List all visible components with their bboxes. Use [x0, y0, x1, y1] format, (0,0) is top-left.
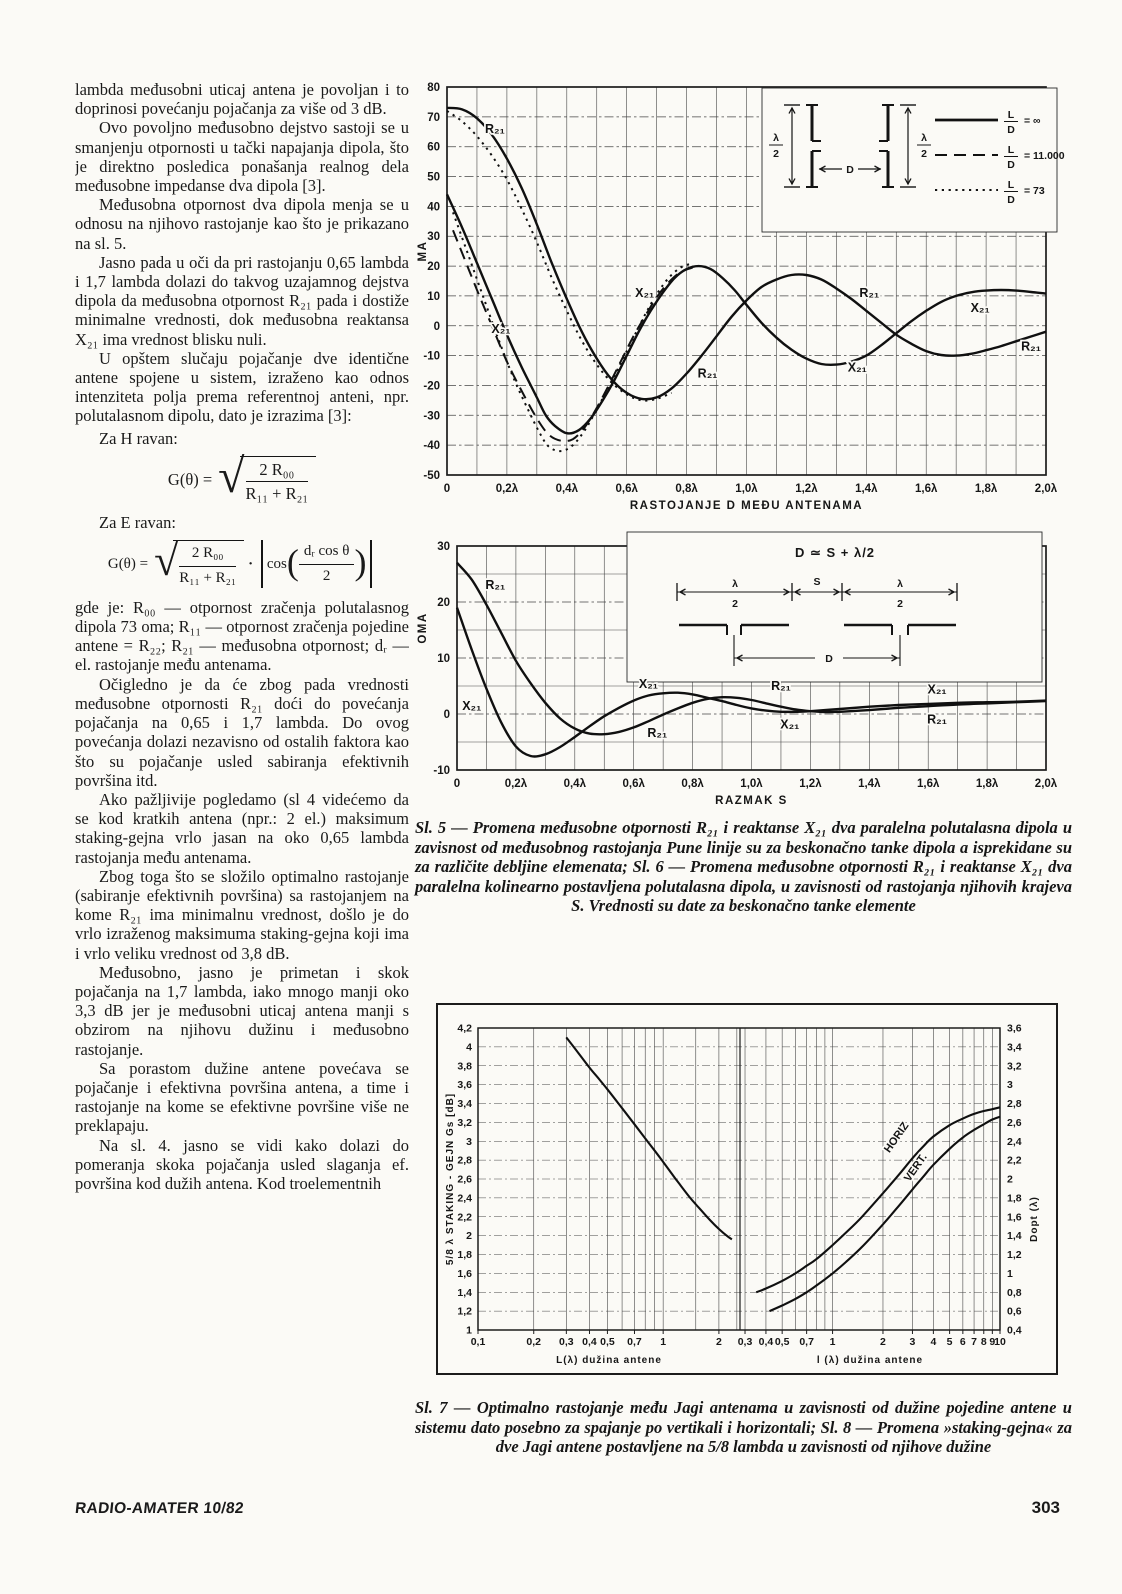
- svg-text:50: 50: [427, 171, 440, 184]
- svg-text:2,0λ: 2,0λ: [1034, 778, 1058, 790]
- svg-text:1: 1: [660, 1336, 667, 1348]
- svg-text:1: 1: [1007, 1267, 1013, 1280]
- svg-text:2,4: 2,4: [457, 1192, 472, 1205]
- body-paragraph: Na sl. 4. jasno se vidi kako dolazi do pomeranja skoka pojačanja usled slaganja ef. površina kod dužih antena. Kod troelementnih: [75, 1135, 409, 1193]
- fraction-numerator: dᵣ cos θ: [299, 542, 355, 564]
- formula-lhs: G(θ) =: [167, 469, 213, 489]
- svg-text:20: 20: [437, 597, 450, 609]
- svg-text:RAZMAK S: RAZMAK S: [715, 795, 788, 807]
- svg-text:0: 0: [453, 778, 461, 790]
- svg-text:= 73: = 73: [1024, 185, 1045, 197]
- svg-text:2,2: 2,2: [457, 1211, 472, 1224]
- svg-text:0,7: 0,7: [799, 1336, 814, 1348]
- svg-text:3,8: 3,8: [457, 1060, 472, 1073]
- svg-text:7: 7: [971, 1336, 977, 1348]
- svg-text:1,6λ: 1,6λ: [917, 778, 940, 790]
- svg-text:λ: λ: [921, 132, 927, 144]
- svg-text:30: 30: [437, 541, 450, 553]
- svg-text:X₂₁: X₂₁: [638, 676, 658, 691]
- body-paragraph: Ako pažljivije pogledamo (sl 4 videćemo da se kod kratkih antena (npr.: 2 el.) maksimum staking-gejna vrlo jasan na oko 0,65 lambda rastojanja među antenama.: [75, 789, 409, 867]
- svg-text:3,4: 3,4: [1007, 1041, 1022, 1054]
- multiplication-dot: ·: [248, 555, 254, 572]
- svg-text:0,4λ: 0,4λ: [563, 778, 586, 790]
- svg-text:2,6: 2,6: [1007, 1116, 1022, 1129]
- chart-stacking-gain-and-optimal-spacing: [415, 998, 1065, 1388]
- svg-text:6: 6: [959, 1336, 966, 1348]
- body-paragraph: Međusobna otpornost dva dipola menja se u odnosu na njihovo rastojanje kao što je prikazano na sl. 5.: [75, 195, 409, 253]
- svg-text:0,4: 0,4: [758, 1336, 774, 1348]
- svg-text:4: 4: [466, 1041, 472, 1054]
- svg-text:0,4: 0,4: [582, 1336, 597, 1348]
- svg-text:10: 10: [994, 1336, 1006, 1348]
- chart-mutual-impedance-collinear-dipoles: [415, 530, 1065, 820]
- svg-text:X₂₁: X₂₁: [635, 285, 655, 300]
- svg-text:0,1: 0,1: [470, 1336, 486, 1348]
- svg-text:L: L: [1007, 179, 1015, 191]
- svg-text:0,3: 0,3: [737, 1336, 753, 1348]
- curve-labels: [882, 1120, 930, 1184]
- svg-text:1,4: 1,4: [457, 1286, 472, 1299]
- svg-text:VERT.: VERT.: [901, 1151, 930, 1185]
- close-paren: ): [354, 542, 367, 583]
- body-paragraph: gde je: R₀₀ — otpornost zračenja polutalasnog dipola 73 oma; R₁₁ — otpornost zračenja pojedine antene = R₂₂; R₂₁ — međusobna otpornost; dᵣ — el. rastojanje među antenama.: [75, 597, 409, 675]
- svg-text:λ: λ: [773, 132, 779, 144]
- svg-text:L(λ) dužina antene: L(λ) dužina antene: [556, 1355, 662, 1366]
- formula-h-plane: [75, 449, 409, 504]
- svg-text:2: 2: [715, 1336, 722, 1348]
- fraction-numerator: 2 R₀₀: [246, 460, 309, 482]
- svg-text:9: 9: [989, 1336, 996, 1348]
- svg-text:0: 0: [433, 320, 440, 333]
- svg-text:0,2λ: 0,2λ: [504, 778, 528, 790]
- radicand: [240, 456, 317, 503]
- svg-text:-10: -10: [433, 765, 450, 777]
- svg-text:D: D: [1007, 124, 1015, 136]
- body-paragraph: Međusobno, jasno je primetan i skok pojačanja na 1,7 lambda, iako mnogo manji oko 3,3 dB jer je međusobni uticaj antena manji s obzirom na njihovu dužinu i međusobno rastojanje.: [75, 962, 409, 1059]
- svg-text:10: 10: [427, 290, 440, 303]
- svg-text:OMA: OMA: [417, 612, 429, 644]
- svg-text:D: D: [825, 653, 833, 665]
- svg-text:0,6λ: 0,6λ: [615, 483, 638, 495]
- svg-text:λ: λ: [897, 578, 903, 590]
- svg-text:S: S: [813, 576, 821, 588]
- svg-text:2,4: 2,4: [1007, 1135, 1022, 1148]
- svg-text:L: L: [1007, 109, 1015, 121]
- svg-text:0,5: 0,5: [774, 1336, 790, 1348]
- svg-text:3,4: 3,4: [457, 1098, 472, 1110]
- formula-lhs: G(θ) =: [107, 555, 149, 572]
- svg-text:10: 10: [437, 653, 450, 665]
- svg-text:1,4: 1,4: [1007, 1230, 1022, 1243]
- svg-text:L: L: [1007, 144, 1015, 156]
- svg-text:1,8: 1,8: [1007, 1192, 1022, 1205]
- svg-text:0,8λ: 0,8λ: [675, 483, 698, 495]
- svg-text:2: 2: [466, 1230, 472, 1243]
- svg-text:3,2: 3,2: [457, 1116, 472, 1129]
- svg-text:D: D: [1007, 159, 1015, 171]
- svg-text:X₂₁: X₂₁: [927, 682, 947, 697]
- svg-text:1,4λ: 1,4λ: [858, 778, 881, 790]
- svg-text:0,5: 0,5: [600, 1336, 615, 1348]
- page-number: 303: [1031, 1498, 1060, 1517]
- svg-text:-20: -20: [423, 380, 440, 393]
- svg-text:1,0λ: 1,0λ: [735, 483, 758, 495]
- svg-text:3,6: 3,6: [457, 1079, 472, 1092]
- svg-text:1,8λ: 1,8λ: [975, 778, 999, 790]
- svg-text:1,4λ: 1,4λ: [855, 483, 878, 495]
- fraction-denominator: R₁₁ + R₂₁: [179, 569, 237, 586]
- svg-text:X₂₁: X₂₁: [780, 717, 800, 732]
- magazine-issue-label: RADIO-AMATER 10/82: [74, 1500, 245, 1517]
- formula-e-plane: [75, 536, 409, 587]
- svg-text:-10: -10: [423, 350, 440, 363]
- svg-text:0,8: 0,8: [1007, 1286, 1022, 1299]
- svg-text:R₂₁: R₂₁: [485, 578, 506, 593]
- svg-text:5/8 λ STAKING - GEJN Gs [dB: 5/8 λ STAKING - GEJN Gs [dB]: [445, 1092, 456, 1266]
- svg-text:R₂₁: R₂₁: [1021, 339, 1041, 354]
- svg-text:= ∞: = ∞: [1024, 115, 1041, 127]
- svg-text:0,2: 0,2: [526, 1336, 542, 1348]
- svg-text:0,6λ: 0,6λ: [622, 778, 645, 790]
- article-text-column: [75, 80, 409, 1488]
- body-paragraph: Očigledno je da će zbog pada vrednosti međusobne otpornosti R₂₁ doći do povećanja pojačanja na 0,65 i 1,7 lambda. Do ovog povećanja dolazi nezavisno od ostalih faktora kao što su pojačanje usled sabiranja efektivnih površina itd.: [75, 674, 409, 790]
- svg-text:1,2λ: 1,2λ: [795, 483, 818, 495]
- svg-text:R₂₁: R₂₁: [485, 121, 505, 136]
- body-paragraph: Jasno pada u oči da pri rastojanju 0,65 lambda i 1,7 lambda dolazi do takvog uzajamnog dejstva dipola da međusobna otpornost R₂₁ pada i dostiže minimalne vrednosti, dok međusobna reaktansa X₂₁ ima vrednost blisku nuli.: [75, 252, 409, 349]
- radical-sign: √: [154, 536, 179, 586]
- svg-text:4: 4: [930, 1336, 937, 1348]
- svg-text:R₂₁: R₂₁: [697, 366, 718, 381]
- svg-text:1,6: 1,6: [1007, 1211, 1022, 1224]
- svg-text:1,2: 1,2: [1007, 1249, 1022, 1261]
- svg-text:Dopt (λ): Dopt (λ): [1029, 1196, 1040, 1242]
- fraction-denominator: R₁₁ + R₂₁: [245, 484, 309, 504]
- svg-text:1,2λ: 1,2λ: [799, 778, 822, 790]
- svg-text:0,3: 0,3: [559, 1336, 574, 1348]
- svg-text:3: 3: [1007, 1079, 1013, 1092]
- fraction-denominator: 2: [322, 567, 331, 584]
- svg-text:-30: -30: [423, 410, 440, 423]
- abs-bar: [370, 540, 372, 587]
- svg-text:3: 3: [466, 1135, 472, 1148]
- svg-text:2,2: 2,2: [1007, 1154, 1022, 1167]
- svg-text:X₂₁: X₂₁: [847, 360, 867, 375]
- svg-text:= 11.000: = 11.000: [1024, 150, 1065, 162]
- fraction-numerator: 2 R₀₀: [179, 544, 236, 566]
- cos-function: cos: [266, 555, 287, 572]
- svg-text:2: 2: [1007, 1173, 1013, 1186]
- open-paren: (: [286, 542, 299, 583]
- svg-text:60: 60: [427, 141, 440, 154]
- svg-text:2: 2: [773, 148, 779, 160]
- svg-text:5: 5: [946, 1336, 953, 1348]
- svg-text:D: D: [1007, 194, 1015, 206]
- body-paragraph: Sa porastom dužine antene povećava se pojačanje i efektivna površina antena, a time i rastojanje na kome se efektivne površine više ne preklapaju.: [75, 1058, 409, 1136]
- caption-fig-5-6: Sl. 5 — Promena međusobne otpornosti R₂₁ i reaktanse X₂₁ dva paralelna polutalasna dipola u zavisnost od međusobnog rastojanja Pune linije su za beskonačno tanke dipola a isprekidane su za različite debljine elemenata; Sl. 6 — Promena međusobne otpornosti R₂₁ i reaktanse X₂₁ dva paralelna kolinearno postavljena polutalasna dipola, u zavisnosti od rastojanja njihovih krajeva S. Vrednosti su date za beskonačno tanke elemente: [415, 818, 1072, 915]
- svg-text:0,2λ: 0,2λ: [495, 483, 519, 495]
- svg-text:0,4: 0,4: [1007, 1324, 1022, 1337]
- e-plane-heading: Za E ravan:: [99, 513, 176, 533]
- svg-text:D: D: [846, 164, 854, 176]
- chart-mutual-impedance-parallel-dipoles: [415, 75, 1065, 520]
- svg-text:80: 80: [427, 82, 440, 94]
- svg-text:2,6: 2,6: [457, 1173, 472, 1186]
- svg-text:2,8: 2,8: [457, 1154, 472, 1167]
- svg-text:R₂₁: R₂₁: [647, 726, 668, 741]
- svg-text:R₂₁: R₂₁: [859, 285, 880, 300]
- svg-text:70: 70: [427, 111, 440, 124]
- svg-text:2: 2: [880, 1336, 886, 1348]
- svg-text:0,6: 0,6: [1007, 1305, 1022, 1318]
- svg-text:λ: λ: [732, 578, 738, 590]
- svg-text:2: 2: [897, 598, 903, 610]
- svg-text:1,0λ: 1,0λ: [740, 778, 763, 790]
- radical-sign: √: [218, 449, 245, 503]
- svg-text:R₂₁: R₂₁: [927, 712, 947, 727]
- svg-text:4,2: 4,2: [457, 1022, 472, 1035]
- svg-text:1,8λ: 1,8λ: [974, 483, 998, 495]
- svg-text:2: 2: [732, 598, 738, 610]
- abs-bar: [261, 540, 263, 587]
- h-plane-heading: Za H ravan:: [99, 428, 178, 448]
- body-paragraph: lambda međusobni uticaj antena je povoljan i to doprinosi povećanju pojačanja za više od 3 dB.: [75, 80, 409, 119]
- svg-text:X₂₁: X₂₁: [491, 321, 511, 336]
- svg-text:0: 0: [443, 709, 450, 721]
- body-paragraph: Zbog toga što se složilo optimalno rastojanje (sabiranje efektivnih površina) sa rastojanjem na kome R₂₁ ima minimalnu vrednost, došlo je do vrlo izraženog maksimuma staking-gejna koji ima i vrlo veliku vrednost od 3,8 dB.: [75, 866, 409, 963]
- svg-text:D ≃ S + λ/2: D ≃ S + λ/2: [794, 545, 876, 560]
- body-paragraph: U opštem slučaju pojačanje dve identične antene spojene u sistem, izraženo kao odnos intenziteta polja prema referentnoj anteni, npr. polutalasnom dipolu, dato je izrazima [3]:: [75, 348, 409, 426]
- svg-text:0,4λ: 0,4λ: [555, 483, 578, 495]
- svg-text:1,8: 1,8: [457, 1249, 472, 1261]
- svg-text:RASTOJANJE D MEĐU ANTENAMA: RASTOJANJE D MEĐU ANTENAMA: [629, 500, 864, 512]
- svg-text:X₂₁: X₂₁: [970, 300, 990, 315]
- svg-text:HORIZ: HORIZ: [882, 1120, 912, 1156]
- svg-text:2,8: 2,8: [1007, 1098, 1022, 1110]
- svg-text:MA: MA: [417, 240, 429, 262]
- svg-text:20: 20: [427, 261, 440, 274]
- svg-text:l (λ) dužina antene: l (λ) dužina antene: [816, 1355, 924, 1366]
- svg-text:1: 1: [829, 1336, 836, 1348]
- svg-text:1: 1: [466, 1324, 472, 1337]
- svg-text:R₂₁: R₂₁: [771, 679, 791, 693]
- curves: [566, 1037, 1000, 1311]
- axis-ticks: [445, 1023, 1040, 1367]
- svg-text:1,2: 1,2: [457, 1305, 472, 1318]
- svg-text:0: 0: [443, 483, 451, 495]
- svg-text:1,6: 1,6: [457, 1267, 472, 1280]
- caption-fig-7-8: Sl. 7 — Optimalno rastojanje među Jagi antenama u zavisnosti od dužine pojedine antene u sistemu dato posebno za spajanje po vertikali i horizontali; Sl. 8 — Promena »staking-gejna« za dve Jagi antene postavljene na 5/8 lambda u zavisnosti od njihove dužine: [415, 1398, 1072, 1456]
- svg-text:-40: -40: [423, 440, 440, 453]
- body-paragraph: Ovo povoljno međusobno dejstvo sastoji se u smanjenju otpornosti u tački napajanja dipola, što je direktno posledica ponašanja realnog dela međusobne impedanse dva dipola [3].: [75, 118, 409, 196]
- svg-text:2,0λ: 2,0λ: [1034, 483, 1058, 495]
- svg-text:3: 3: [909, 1336, 916, 1348]
- svg-text:0,7: 0,7: [627, 1336, 642, 1348]
- svg-text:X₂₁: X₂₁: [462, 699, 482, 714]
- radicand: [173, 540, 244, 587]
- svg-text:1,6λ: 1,6λ: [915, 483, 938, 495]
- svg-text:40: 40: [427, 201, 440, 214]
- svg-text:2: 2: [921, 148, 927, 160]
- svg-text:30: 30: [427, 231, 440, 244]
- svg-text:-50: -50: [423, 470, 440, 482]
- svg-text:8: 8: [980, 1336, 987, 1348]
- svg-text:3,6: 3,6: [1007, 1022, 1022, 1035]
- svg-text:3,2: 3,2: [1007, 1060, 1022, 1073]
- svg-text:0,8λ: 0,8λ: [681, 778, 704, 790]
